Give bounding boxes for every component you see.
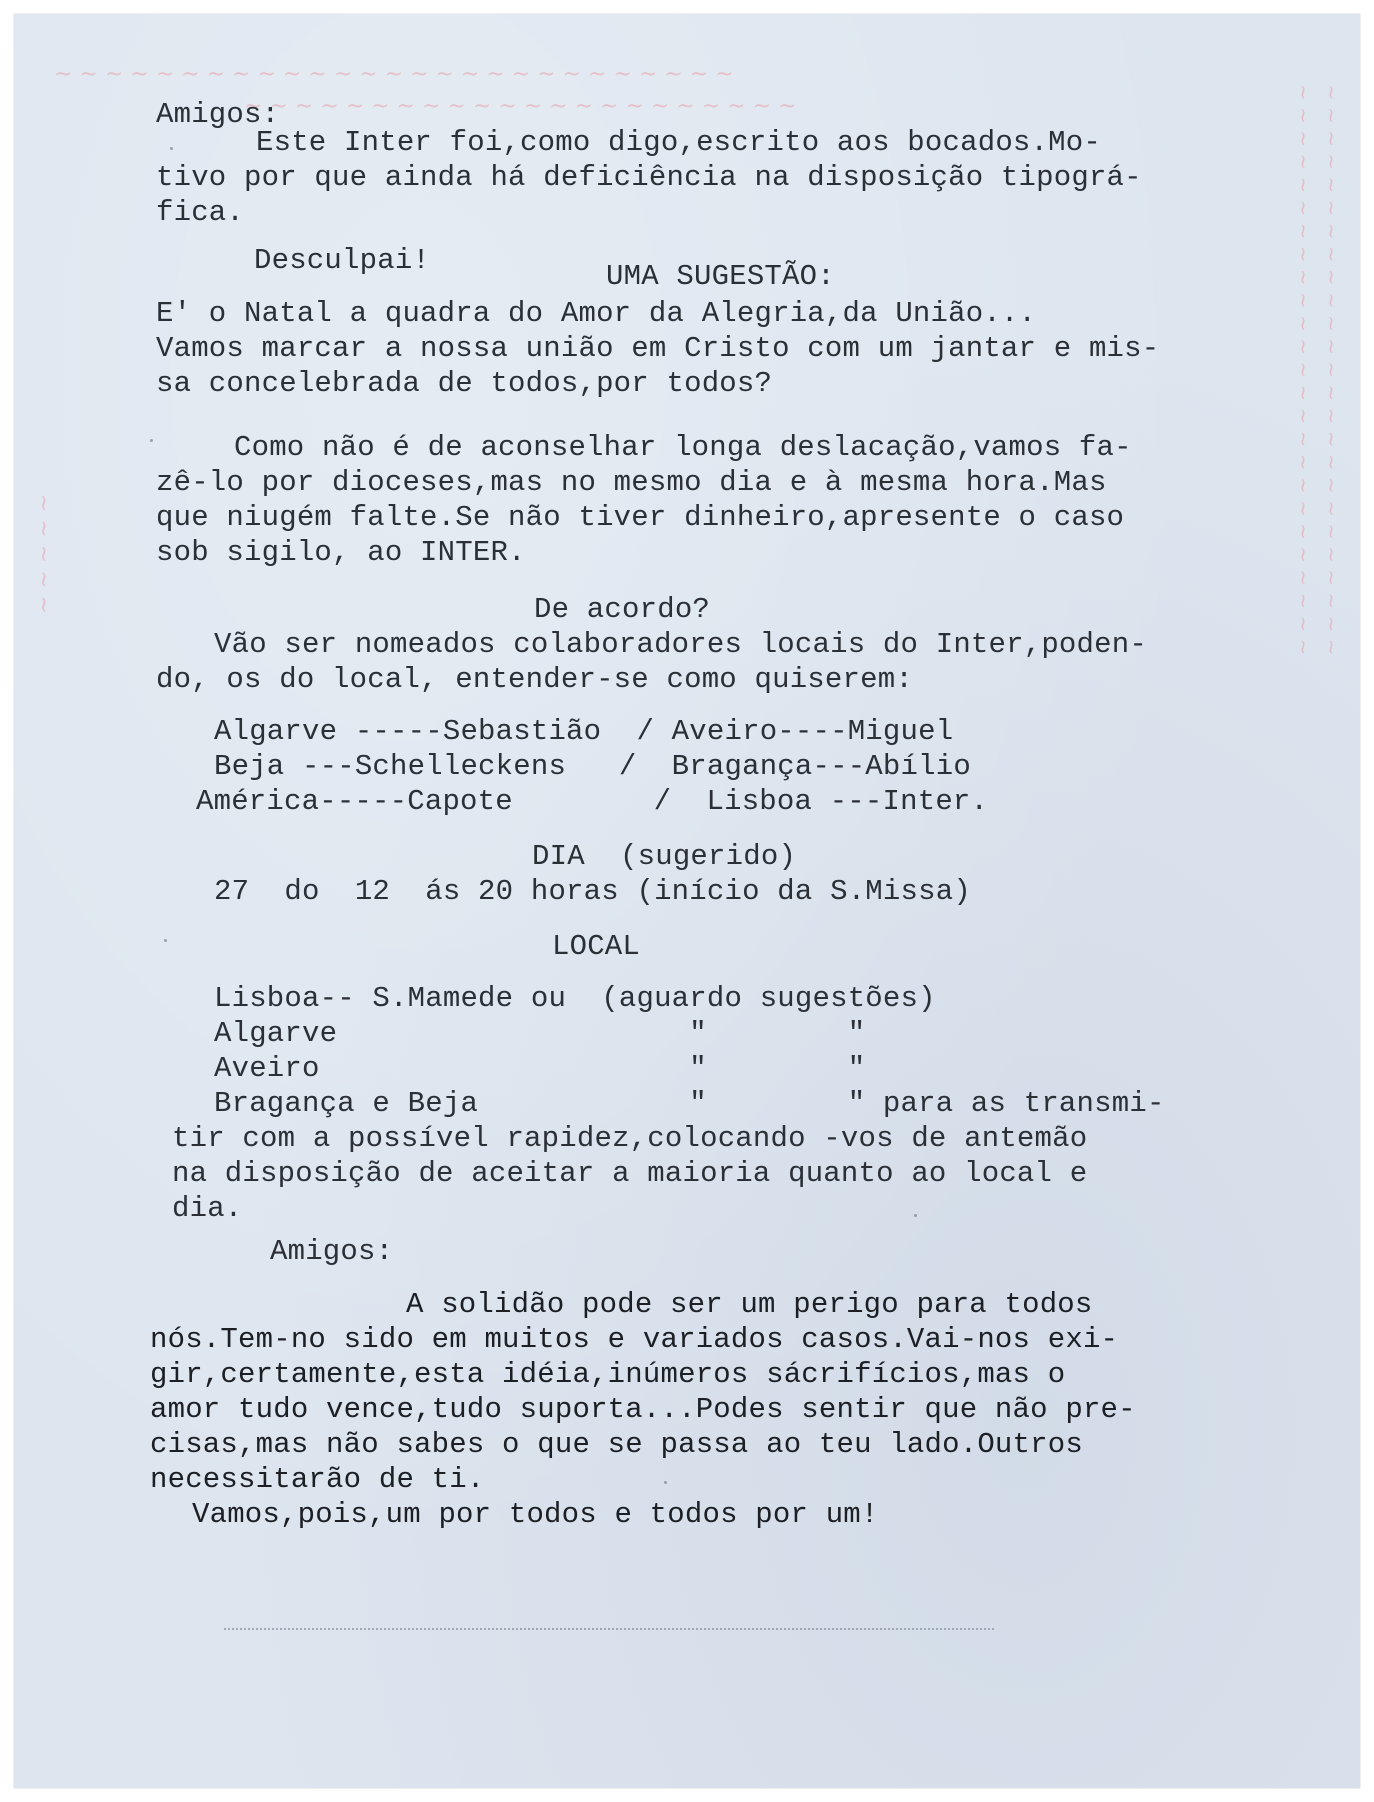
heading-local: LOCAL — [552, 930, 641, 963]
heading-day: DIA (sugerido) — [532, 840, 797, 873]
speck — [170, 147, 173, 150]
paragraph-line: amor tudo vence,tudo suporta...Podes sentir que não pre- — [150, 1393, 1136, 1426]
question-agree: De acordo? — [534, 593, 711, 626]
paragraph-line: dia. — [172, 1192, 243, 1225]
local-row: Bragança e Beja " " para as transmi- — [214, 1087, 1165, 1120]
bleed-through-left: ~ ~ ~ ~ ~ — [32, 493, 57, 614]
bleed-through-top-2: ~ ~ ~ ~ ~ ~ ~ ~ ~ ~ ~ ~ ~ ~ ~ ~ ~ ~ ~ ~ ~ ~ — [244, 94, 797, 119]
typewritten-page — [14, 14, 1360, 1788]
day-line: 27 do 12 ás 20 horas (início da S.Missa) — [214, 875, 971, 908]
paragraph-line: Vão ser nomeados colaboradores locais do Inter,poden- — [214, 628, 1147, 661]
dotted-line — [224, 1628, 994, 1630]
bleed-through-right: ~ ~ ~ ~ ~ ~ ~ ~ ~ ~ ~ ~ ~ ~ ~ ~ ~ ~ ~ ~ ~ ~ ~ ~ ~ — [1320, 84, 1344, 656]
collaborator-row: América-----Capote / Lisboa ---Inter. — [196, 785, 989, 818]
paragraph-line: zê-lo por dioceses,mas no mesmo dia e à mesma hora.Mas — [156, 466, 1107, 499]
intro-line: Este Inter foi,como digo,escrito aos bocados.Mo- — [256, 126, 1101, 159]
motto: Vamos,pois,um por todos e todos por um! — [192, 1498, 879, 1531]
paragraph-line: tir com a possível rapidez,colocando -vos de antemão — [172, 1122, 1088, 1155]
collaborator-row: Beja ---Schelleckens / Bragança---Abílio — [214, 750, 971, 783]
apology: Desculpai! — [254, 244, 431, 277]
paragraph-line: na disposição de aceitar a maioria quanto ao local e — [172, 1157, 1088, 1190]
paragraph-line: A solidão pode ser um perigo para todos — [406, 1288, 1093, 1321]
paragraph-line: E' o Natal a quadra do Amor da Alegria,da União... — [156, 297, 1037, 330]
bleed-through-top: ~ ~ ~ ~ ~ ~ ~ ~ ~ ~ ~ ~ ~ ~ ~ ~ ~ ~ ~ ~ ~ ~ ~ ~ ~ ~ ~ — [54, 62, 734, 87]
speck — [664, 1481, 667, 1484]
local-row: Algarve " " — [214, 1017, 866, 1050]
local-row: Aveiro " " — [214, 1052, 866, 1085]
paragraph-line: que niugém falte.Se não tiver dinheiro,apresente o caso — [156, 501, 1125, 534]
closing-greeting: Amigos: — [270, 1235, 394, 1268]
paragraph-line: do, os do local, entender-se como quiserem: — [156, 663, 913, 696]
heading-suggestion: UMA SUGESTÃO: — [606, 260, 835, 293]
speck — [150, 439, 153, 442]
intro-line: tivo por que ainda há deficiência na disposição tipográ- — [156, 161, 1142, 194]
paragraph-line: Vamos marcar a nossa união em Cristo com um jantar e mis- — [156, 332, 1160, 365]
speck — [914, 1214, 917, 1217]
speck — [164, 939, 167, 942]
greeting: Amigos: — [156, 98, 280, 131]
paragraph-line: nós.Tem-no sido em muitos e variados casos.Vai-nos exi- — [150, 1323, 1119, 1356]
bleed-through-right-2: ~ ~ ~ ~ ~ ~ ~ ~ ~ ~ ~ ~ ~ ~ ~ ~ ~ ~ ~ ~ ~ ~ ~ ~ ~ — [1292, 84, 1316, 656]
local-row: Lisboa-- S.Mamede ou (aguardo sugestões) — [214, 982, 936, 1015]
paragraph-line: sob sigilo, ao INTER. — [156, 536, 526, 569]
paragraph-line: gir,certamente,esta idéia,inúmeros sácrifícios,mas o — [150, 1358, 1066, 1391]
paragraph-line: Como não é de aconselhar longa deslacação,vamos fa- — [234, 431, 1132, 464]
paragraph-line: cisas,mas não sabes o que se passa ao teu lado.Outros — [150, 1428, 1083, 1461]
collaborator-row: Algarve -----Sebastião / Aveiro----Miguel — [214, 715, 954, 748]
paragraph-line: necessitarão de ti. — [150, 1463, 485, 1496]
intro-line: fica. — [156, 196, 245, 229]
paragraph-line: sa concelebrada de todos,por todos? — [156, 367, 773, 400]
